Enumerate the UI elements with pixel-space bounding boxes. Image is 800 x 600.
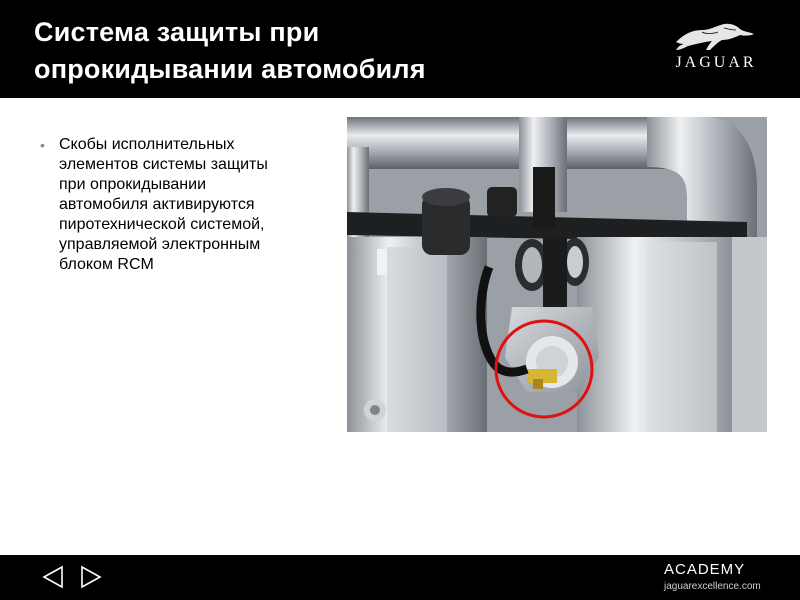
photo-illustration xyxy=(347,117,767,432)
bullet-line-4: автомобиля активируются xyxy=(59,196,255,213)
page-title xyxy=(34,14,594,88)
page-title-line-2: опрокидывании автомобиля xyxy=(34,54,426,84)
jaguar-logo xyxy=(666,20,766,80)
academy-label: ACADEMY xyxy=(664,561,746,578)
header-bar xyxy=(0,0,800,98)
bullet-line-5: пиротехнической системой, xyxy=(59,216,265,233)
page-title-line-1: Система защиты при xyxy=(34,17,320,47)
footer-bar xyxy=(0,555,800,600)
jaguar-logo-text: JAGUAR xyxy=(675,54,757,71)
bullet-item xyxy=(40,135,335,275)
triangle-left-icon[interactable] xyxy=(40,564,66,590)
bullet-line-2: элементов системы защиты xyxy=(59,156,268,173)
bullet-line-6: управляемой электронным xyxy=(59,236,261,253)
triangle-right-icon[interactable] xyxy=(78,564,104,590)
bullet-dot-icon: • xyxy=(40,137,45,153)
bullet-list xyxy=(40,135,335,275)
bullet-line-7: блоком RCM xyxy=(59,256,154,273)
bullet-line-3: при опрокидывании xyxy=(59,176,207,193)
rollover-bracket-photo xyxy=(347,117,767,432)
leaping-jaguar-icon xyxy=(674,20,756,52)
site-label: jaguarexcellence.com xyxy=(664,581,761,592)
bullet-line-1: Скобы исполнительных xyxy=(59,136,235,153)
